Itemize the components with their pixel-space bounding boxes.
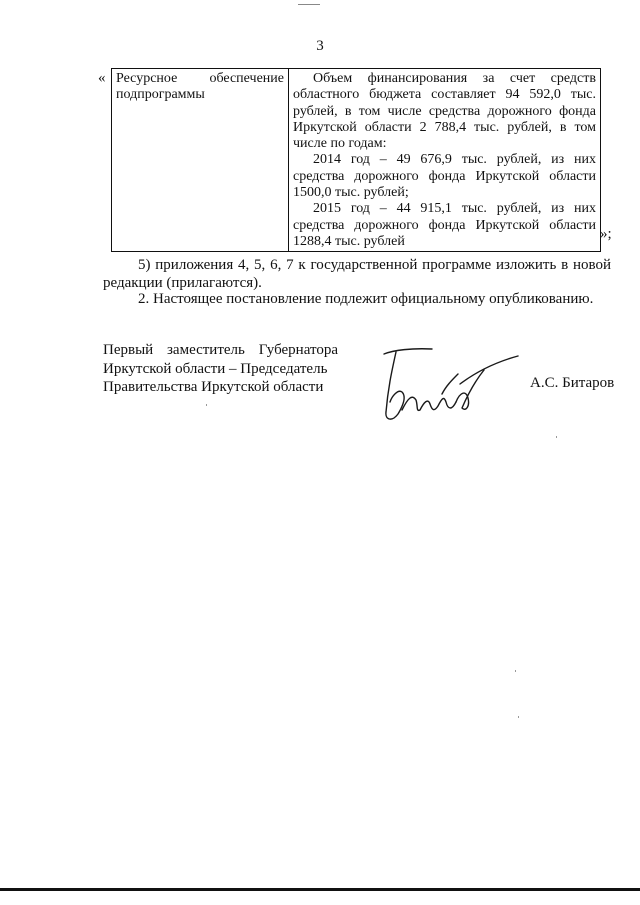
table-cell-label <box>112 69 289 252</box>
body-paragraph: 2. Настоящее постановление подлежит официальному опубликованию. <box>138 291 594 307</box>
label-line: подпрограммы <box>116 87 205 103</box>
position-line: Первый заместитель Губернатора <box>103 342 338 358</box>
scan-speck <box>518 716 519 718</box>
table-cell-content <box>289 69 601 252</box>
scan-speck <box>206 404 207 406</box>
handwritten-signature <box>372 340 522 430</box>
content-paragraph: Объем финансирования за счет средств областного бюджета составляет 94 592,0 тыс. рублей, в том числе средства дорожного фонда Иркутской области 2 788,4 тыс. рублей, в том числе по годам: <box>293 71 596 152</box>
label-line: Ресурсное обеспечение <box>116 71 284 86</box>
position-line: Иркутской области – Председатель <box>103 360 328 377</box>
content-paragraph: 2015 год – 44 915,1 тыс. рублей, из них средства дорожного фонда Иркутской области 1288,4 тыс. рублей <box>293 201 596 249</box>
body-paragraph: 5) приложения 4, 5, 6, 7 к государственной программе изложить в новой редакции (прилагаются). <box>103 257 611 291</box>
top-edge-mark <box>298 4 320 5</box>
signatory-position <box>103 341 338 397</box>
content-paragraph: 2014 год – 49 676,9 тыс. рублей, из них средства дорожного фонда Иркутской области 1500,0 тыс. рублей; <box>293 152 596 201</box>
bottom-edge-line <box>0 888 640 891</box>
resource-table <box>111 68 601 252</box>
position-line: Правительства Иркутской области <box>103 379 324 395</box>
closing-quote: »; <box>600 226 612 242</box>
table-row <box>112 69 601 252</box>
page-number: 3 <box>316 38 324 54</box>
signer-name: А.С. Битаров <box>530 375 615 391</box>
scan-speck <box>515 670 516 672</box>
scan-speck <box>556 436 557 438</box>
opening-quote: « <box>98 70 106 86</box>
